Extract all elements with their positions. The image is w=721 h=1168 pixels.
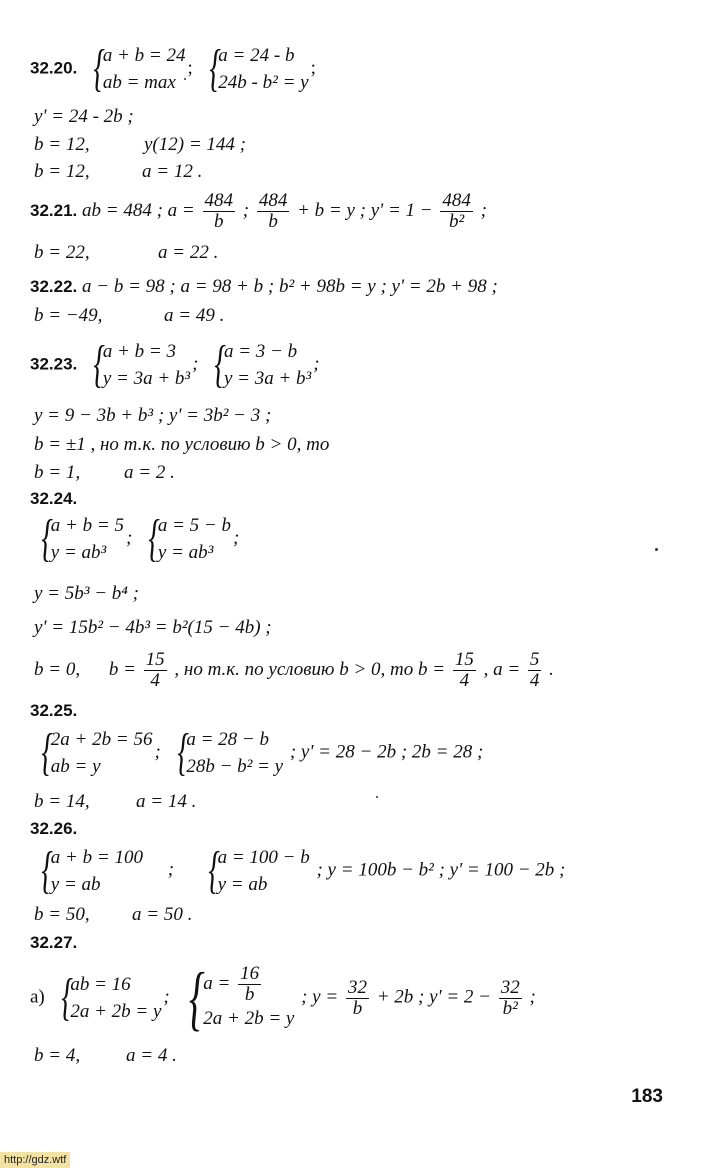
answer-line	[34, 1045, 177, 1067]
system-row: a = 5 − b	[157, 515, 231, 536]
answer-a: a = 49 .	[164, 305, 225, 326]
system-row: a = $\frac{16}{b}$	[203, 963, 260, 1005]
system-row: y = ab³	[50, 542, 107, 563]
system-row: a + b = 100	[50, 847, 143, 868]
equation-text: ab = 484 ; a =	[82, 199, 195, 221]
scan-speck	[655, 548, 658, 551]
brace-icon: {	[208, 842, 220, 899]
fraction: $\frac{5}{4}$	[529, 649, 540, 691]
fraction: $\frac{484}{b}$	[258, 190, 288, 232]
brace-icon: {	[208, 40, 221, 97]
answer-a: a = 14 .	[136, 791, 197, 812]
answer-b: b = −49,	[34, 305, 103, 326]
system-row: y = 3a + b³	[223, 368, 312, 389]
brace-icon: {	[189, 958, 206, 1038]
part-label: а)	[30, 986, 45, 1008]
equation-text: + b = y ; y' = 1 −	[297, 199, 433, 221]
system-row: ab = y	[50, 756, 101, 777]
system-2	[176, 958, 295, 1038]
system-row: ab = 16	[70, 974, 131, 995]
equation-line: y' = 15b² − 4b³ = b²(15 − 4b) ;	[34, 617, 272, 638]
answer-y: y(12) = 144 ;	[144, 134, 246, 155]
system-row: y = ab	[50, 874, 101, 895]
fraction: $\frac{32}{\text{b²}}$	[500, 976, 520, 1019]
brace-icon: {	[176, 724, 189, 781]
system-row: ab = max	[102, 72, 176, 93]
system-2	[199, 844, 310, 898]
answer-b: b = 50,	[34, 904, 90, 925]
system-row: a = 24 - b	[218, 45, 295, 66]
system-row: 2a + 2b = y	[203, 1008, 295, 1029]
answer-line	[34, 305, 225, 327]
system-row: a + b = 3	[102, 341, 176, 362]
watermark-link[interactable]: http://gdz.wtf	[0, 1152, 70, 1168]
brace-icon: {	[148, 510, 160, 567]
answer-b-zero: b = 0,	[34, 658, 81, 680]
equation-text: b =	[108, 658, 136, 680]
system-row: a = 3 − b	[223, 341, 298, 362]
scan-speck	[184, 78, 186, 80]
fraction: $\frac{32}{b}$	[347, 976, 367, 1019]
equation-text: + 2b ; y' = 2 −	[376, 986, 491, 1008]
problem-32-22-header	[30, 276, 498, 298]
system-1	[32, 512, 124, 566]
equation-text: ; y =	[301, 986, 339, 1008]
problem-number-32-27	[30, 932, 77, 954]
system-2	[168, 726, 284, 780]
answer-a: a = 4 .	[126, 1045, 177, 1066]
system-row: a = 100 − b	[217, 847, 310, 868]
system-row: 28b − b² = y	[186, 756, 284, 777]
answer-line	[34, 161, 203, 183]
answer-a: a = 2 .	[124, 462, 175, 483]
system-2	[200, 42, 309, 96]
condition-line: b = ±1 , но т.к. по условию b > 0, то	[34, 434, 330, 455]
brace-icon: {	[214, 336, 226, 393]
problem-number: 32.27.	[30, 933, 78, 952]
answer-b: b = 1,	[34, 462, 81, 483]
brace-icon: {	[93, 336, 105, 393]
problem-number-32-24	[30, 488, 77, 510]
fraction: $\frac{484}{b}$	[204, 190, 233, 232]
answer-b: b = 4,	[34, 1045, 81, 1066]
brace-icon: {	[60, 969, 73, 1026]
system-2	[205, 338, 311, 392]
answer-b: b = 12,	[34, 134, 90, 155]
problem-number: 32.26.	[30, 819, 78, 838]
problem-32-24-systems: { a + b = 5 y = ab³ ; { a = 5 − b y = ab³ ;	[30, 512, 239, 566]
problem-32-26-systems: { a + b = 100 y = ab ; { a = 100 − b y = ab ; y = 100b − b² ; y' = 100 − 2b ;	[30, 844, 565, 898]
equation-line: y = 9 − 3b + b³ ; y' = 3b² − 3 ;	[34, 405, 272, 426]
equation-text: ;	[242, 199, 250, 221]
equation-line: y' = 24 - 2b ;	[34, 106, 134, 127]
answer-a: a = 22 .	[158, 242, 219, 263]
system-row: y = ab	[217, 874, 268, 895]
equation-text: .	[549, 658, 554, 680]
system-1	[84, 338, 190, 392]
fraction: $\frac{15}{4}$	[454, 649, 474, 691]
problem-32-20-header: 32.20. { a + b = 24 ab = max ; { a = 24 - b 24b - b² = y ;	[30, 40, 316, 97]
fraction: $\frac{484}{\text{b²}}$	[442, 190, 471, 232]
problem-32-25-systems: { 2a + 2b = 56 ab = y ; { a = 28 − b 28b − b² = y ; y' = 28 − 2b ; 2b = 28 ;	[30, 726, 483, 780]
system-row: a + b = 5	[50, 515, 124, 536]
page-number: 183	[631, 1086, 663, 1107]
problem-32-21-header	[30, 191, 487, 232]
answer-line	[34, 904, 193, 926]
answer-line	[34, 462, 175, 484]
system-row: 2a + 2b = y	[70, 1001, 162, 1022]
equation-text: a − b = 98 ; a = 98 + b ; b² + 98b = y ; y' = 2b + 98 ;	[82, 276, 498, 297]
answer-line	[34, 650, 554, 691]
answer-b: b = 12,	[34, 161, 90, 182]
answer-line	[34, 242, 219, 264]
equation-text: ; y = 100b − b² ; y' = 100 − 2b ;	[316, 859, 566, 881]
equation-text: , a =	[483, 658, 521, 680]
brace-icon: {	[93, 40, 105, 97]
equation-text: ; y' = 28 − 2b ; 2b = 28 ;	[289, 741, 484, 763]
problem-number-32-26	[30, 818, 77, 840]
problem-32-27-part-a: а) { ab = 16 2a + 2b = y ; { a = $\frac{16}{b}$ 2a + 2b = y ; y = $\frac{32}{b}$ + 2b ; y' = 2 − $\frac{32}{\text{b²}}$ ;	[30, 958, 536, 1038]
problem-number: 32.23.	[30, 354, 78, 374]
system-row: a + b = 24	[102, 45, 186, 66]
problem-number: 32.24.	[30, 489, 78, 508]
system-row: a = 28 − b	[186, 729, 269, 750]
system-1	[32, 844, 143, 898]
problem-number: 32.22.	[30, 277, 78, 296]
answer-b: b = 14,	[34, 791, 90, 812]
problem-number-32-25	[30, 700, 77, 722]
fraction: $\frac{15}{4}$	[145, 649, 165, 691]
answer-b: b = 22,	[34, 242, 90, 263]
system-row: 24b - b² = y	[218, 72, 309, 93]
problem-number: 32.21.	[30, 200, 78, 220]
brace-icon: {	[41, 842, 53, 899]
problem-32-23-header: 32.23. { a + b = 3 y = 3a + b³ ; { a = 3 − b y = 3a + b³ ;	[30, 336, 320, 393]
system-2	[139, 512, 231, 566]
system-row: y = 3a + b³	[102, 368, 191, 389]
problem-number: 32.20.	[30, 58, 78, 78]
system-row: 2a + 2b = 56	[50, 729, 153, 750]
system-1	[84, 42, 185, 96]
answer-a: a = 50 .	[132, 904, 193, 925]
brace-icon: {	[41, 510, 53, 567]
system-1	[52, 971, 162, 1025]
equation-line: y = 5b³ − b⁴ ;	[34, 583, 139, 604]
brace-icon: {	[41, 724, 53, 781]
scan-speck	[376, 796, 378, 798]
answer-a: a = 12 .	[142, 161, 203, 182]
problem-number: 32.25.	[30, 701, 78, 720]
fraction: $\frac{16}{b}$	[240, 963, 260, 1005]
answer-line	[34, 791, 197, 813]
system-row: y = ab³	[157, 542, 214, 563]
system-1	[32, 726, 152, 780]
equation-text: ;	[480, 199, 487, 221]
equation-line	[34, 134, 246, 156]
condition-text: , но т.к. по условию b > 0, то b =	[174, 658, 446, 680]
equation-text: ;	[529, 986, 536, 1008]
